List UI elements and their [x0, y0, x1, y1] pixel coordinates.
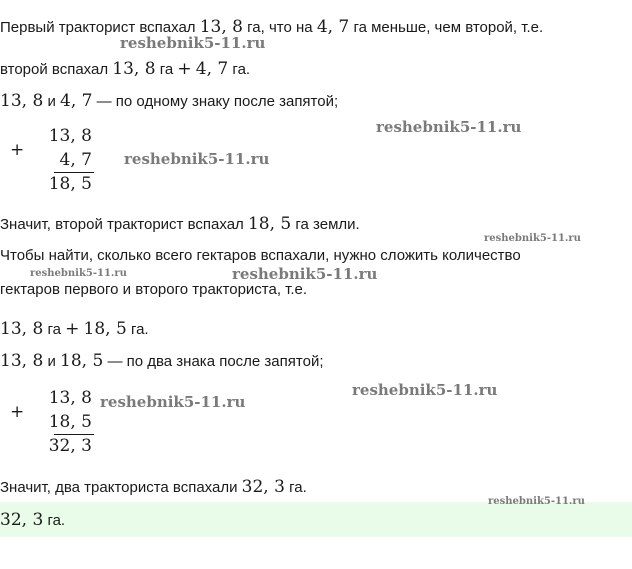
sum-line — [54, 434, 94, 435]
text-line-7 — [0, 320, 149, 339]
line8-num1: 13, 8 — [0, 351, 44, 371]
sum-result: 18, 5 — [48, 174, 92, 194]
line2-text-c: га. — [232, 61, 251, 78]
line2-text-b: га — [159, 61, 174, 78]
line1-text-c: га меньше, чем второй, т.е. — [353, 19, 544, 36]
answer-num: 32, 3 — [0, 510, 44, 530]
text-line-4 — [0, 215, 360, 234]
line9-num: 32, 3 — [241, 477, 285, 497]
line3-text-a: и — [47, 93, 56, 110]
watermark: reshebnik5-11.ru — [376, 118, 522, 136]
line6-text: гектаров первого и второго тракториста, т.е. — [0, 281, 308, 298]
line8-text-a: и — [47, 353, 56, 370]
text-line-8 — [0, 352, 324, 371]
watermark: reshebnik5-11.ru — [488, 496, 585, 507]
watermark: reshebnik5-11.ru — [352, 381, 498, 399]
answer-line — [0, 511, 65, 530]
line4-text-b: га земли. — [295, 216, 360, 233]
line2-plus: + — [177, 59, 192, 79]
text-line-6 — [0, 281, 307, 299]
answer-unit: га. — [47, 512, 66, 529]
line4-text-a: Значит, второй тракторист вспахал — [0, 216, 244, 233]
column-addition-1 — [10, 126, 110, 196]
text-line-3 — [0, 92, 338, 111]
addend-bottom: 4, 7 — [59, 150, 92, 170]
line1-text-a: Первый тракторист вспахал — [0, 19, 196, 36]
line1-num2: 4, 7 — [316, 17, 350, 37]
line1-num1: 13, 8 — [199, 17, 243, 37]
line4-num: 18, 5 — [247, 214, 292, 234]
watermark: reshebnik5-11.ru — [100, 393, 246, 411]
watermark: reshebnik5-11.ru — [232, 265, 378, 283]
line9-text-b: га. — [289, 479, 307, 496]
line1-text-b: га, что на — [247, 19, 313, 36]
line5-text: Чтобы найти, сколько всего гектаров вспахали, нужно сложить количество — [0, 247, 521, 264]
watermark: reshebnik5-11.ru — [30, 268, 127, 279]
watermark: reshebnik5-11.ru — [120, 34, 266, 52]
text-line-1 — [0, 18, 543, 37]
line7-plus: + — [65, 319, 80, 339]
sum-result: 32, 3 — [48, 436, 92, 456]
line7-num1: 13, 8 — [0, 319, 44, 339]
text-line-5 — [0, 247, 521, 265]
line7-text-a: га — [47, 321, 61, 338]
plus-sign: + — [10, 140, 25, 160]
answer-box — [0, 502, 632, 537]
line9-text-a: Значит, два тракториста вспахали — [0, 479, 238, 496]
column-addition-2 — [10, 388, 110, 458]
line7-text-b: га. — [130, 321, 149, 338]
line7-num2: 18, 5 — [83, 319, 127, 339]
line2-num1: 13, 8 — [112, 59, 156, 79]
addend-top: 13, 8 — [48, 126, 92, 146]
line3-text-b: — по одному знаку после запятой; — [96, 93, 339, 110]
plus-sign: + — [10, 402, 25, 422]
text-line-2 — [0, 60, 250, 79]
sum-line — [54, 172, 94, 173]
line2-num2: 4, 7 — [195, 59, 229, 79]
addend-bottom: 18, 5 — [48, 412, 92, 432]
watermark: reshebnik5-11.ru — [484, 233, 581, 244]
watermark: reshebnik5-11.ru — [124, 150, 270, 168]
line3-num2: 4, 7 — [60, 91, 93, 111]
addend-top: 13, 8 — [48, 388, 92, 408]
line3-num1: 13, 8 — [0, 91, 44, 111]
line8-num2: 18, 5 — [60, 351, 104, 371]
line2-text-a: второй вспахал — [0, 61, 109, 78]
line8-text-b: — по два знака после запятой; — [107, 353, 324, 370]
text-line-9 — [0, 478, 307, 497]
